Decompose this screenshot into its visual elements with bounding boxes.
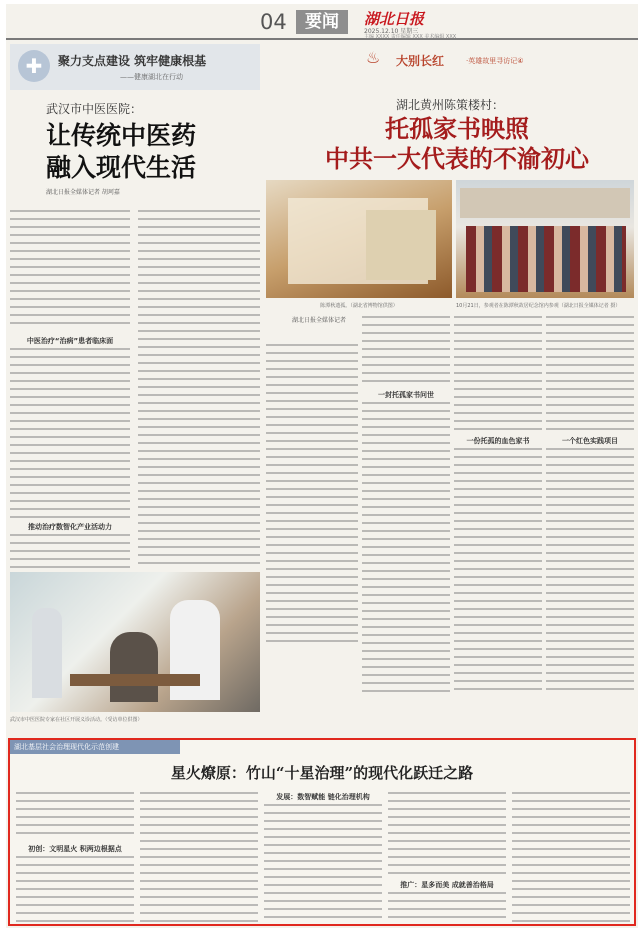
bottom-body-text (388, 892, 506, 922)
bottom-subhead-1: 初创：文明星火 积两边根据点 (28, 845, 122, 853)
section-label: 要闻 (296, 10, 348, 34)
right-body-text (454, 316, 542, 432)
right-body-text (362, 402, 450, 692)
torch-icon: ♨ (366, 48, 381, 67)
photo-table (70, 674, 200, 686)
right-banner (366, 48, 634, 74)
left-banner-title: 聚力支点建设 筑牢健康根基 (58, 54, 207, 68)
right-body-text (362, 316, 450, 386)
left-kicker: 武汉市中医医院： (46, 102, 143, 116)
paper-name-logo: 湖北日报 (364, 10, 425, 28)
left-body-text (10, 210, 130, 330)
left-headline (46, 120, 196, 184)
left-headline-line1: 让传统中医药 (46, 121, 197, 150)
right-headline-line2: 中共一大代表的不渝初心 (325, 144, 589, 173)
bottom-body-text (264, 804, 382, 922)
left-body-text (138, 210, 260, 568)
right-subhead-2: 一份托孤的血色家书 (466, 437, 530, 445)
left-body-text (10, 534, 130, 568)
bottom-subhead-3: 推广：星多而美 成就善治格局 (400, 881, 494, 889)
exhibition-wall (460, 188, 630, 218)
right-headline-line1: 托孤家书映照 (385, 114, 529, 143)
right-subhead-1: 一封托孤家书问世 (378, 391, 434, 399)
visitors-photo (456, 180, 634, 298)
cross-icon: ✚ (18, 50, 50, 82)
right-body-text (266, 344, 358, 644)
letter-photo (266, 180, 452, 298)
right-photo-caption-a: 陈潭秋遗孤。（湖北省博物馆供图） (320, 303, 398, 309)
left-banner-subtitle: ——健康湖北在行动 (120, 73, 183, 81)
letter-document (366, 210, 436, 280)
photo-figure (110, 632, 158, 702)
visitor-crowd (466, 226, 626, 292)
left-subhead-2: 推动治疗数智化产业活动力 (28, 523, 112, 531)
page-number: 04 (260, 10, 287, 34)
bottom-body-text (388, 792, 506, 876)
right-subhead-3: 一个红色实践项目 (562, 437, 618, 445)
photo-figure (32, 608, 62, 698)
newspaper-page (6, 4, 638, 928)
right-body-text (546, 448, 634, 692)
clinic-photo (10, 572, 260, 712)
right-banner-subtitle: ·英雄故里寻访记④ (466, 57, 524, 65)
masthead (6, 4, 638, 40)
publication-date: 2025.12.10 星期三 (364, 28, 419, 35)
bottom-body-text (16, 856, 134, 922)
right-photo-caption-b: 10月21日，参观者在陈潭秋故居纪念馆内参观（湖北日报全媒体记者 摄） (456, 303, 621, 309)
bottom-subhead-2: 发展：数智赋能 链化治理机构 (276, 793, 370, 801)
bottom-body-text (140, 792, 258, 922)
bottom-body-text (512, 792, 630, 922)
right-banner-title: 大别长红 (396, 54, 445, 68)
right-body-text (454, 448, 542, 692)
bottom-column-tag: 湖北基层社会治理现代化示范创建 (10, 740, 180, 754)
left-subhead-1: 中医治疗“治病”患者临床面 (26, 337, 114, 345)
right-headline (302, 114, 612, 174)
right-kicker: 湖北黄州陈策楼村： (396, 98, 505, 112)
right-article[interactable] (266, 44, 634, 704)
bottom-article[interactable] (8, 738, 636, 926)
left-photo-caption: 武汉市中医医院专家在社区开展义诊活动。（受访单位供图） (10, 717, 143, 723)
editor-credits: 主编 XXXX 责任编辑 XXX 美术编辑 XXX (364, 34, 457, 40)
left-byline: 湖北日报全媒体记者 胡珂嘉 (46, 189, 120, 196)
right-body-text (546, 316, 634, 432)
bottom-body-text (16, 792, 134, 840)
left-article[interactable] (10, 44, 260, 723)
bottom-headline: 星火燎原：竹山“十星治理”的现代化跃迁之路 (170, 764, 474, 782)
left-banner (10, 44, 260, 90)
left-body-text (10, 348, 130, 518)
left-headline-line2: 融入现代生活 (46, 153, 197, 182)
right-byline: 湖北日报全媒体记者 (291, 317, 346, 324)
